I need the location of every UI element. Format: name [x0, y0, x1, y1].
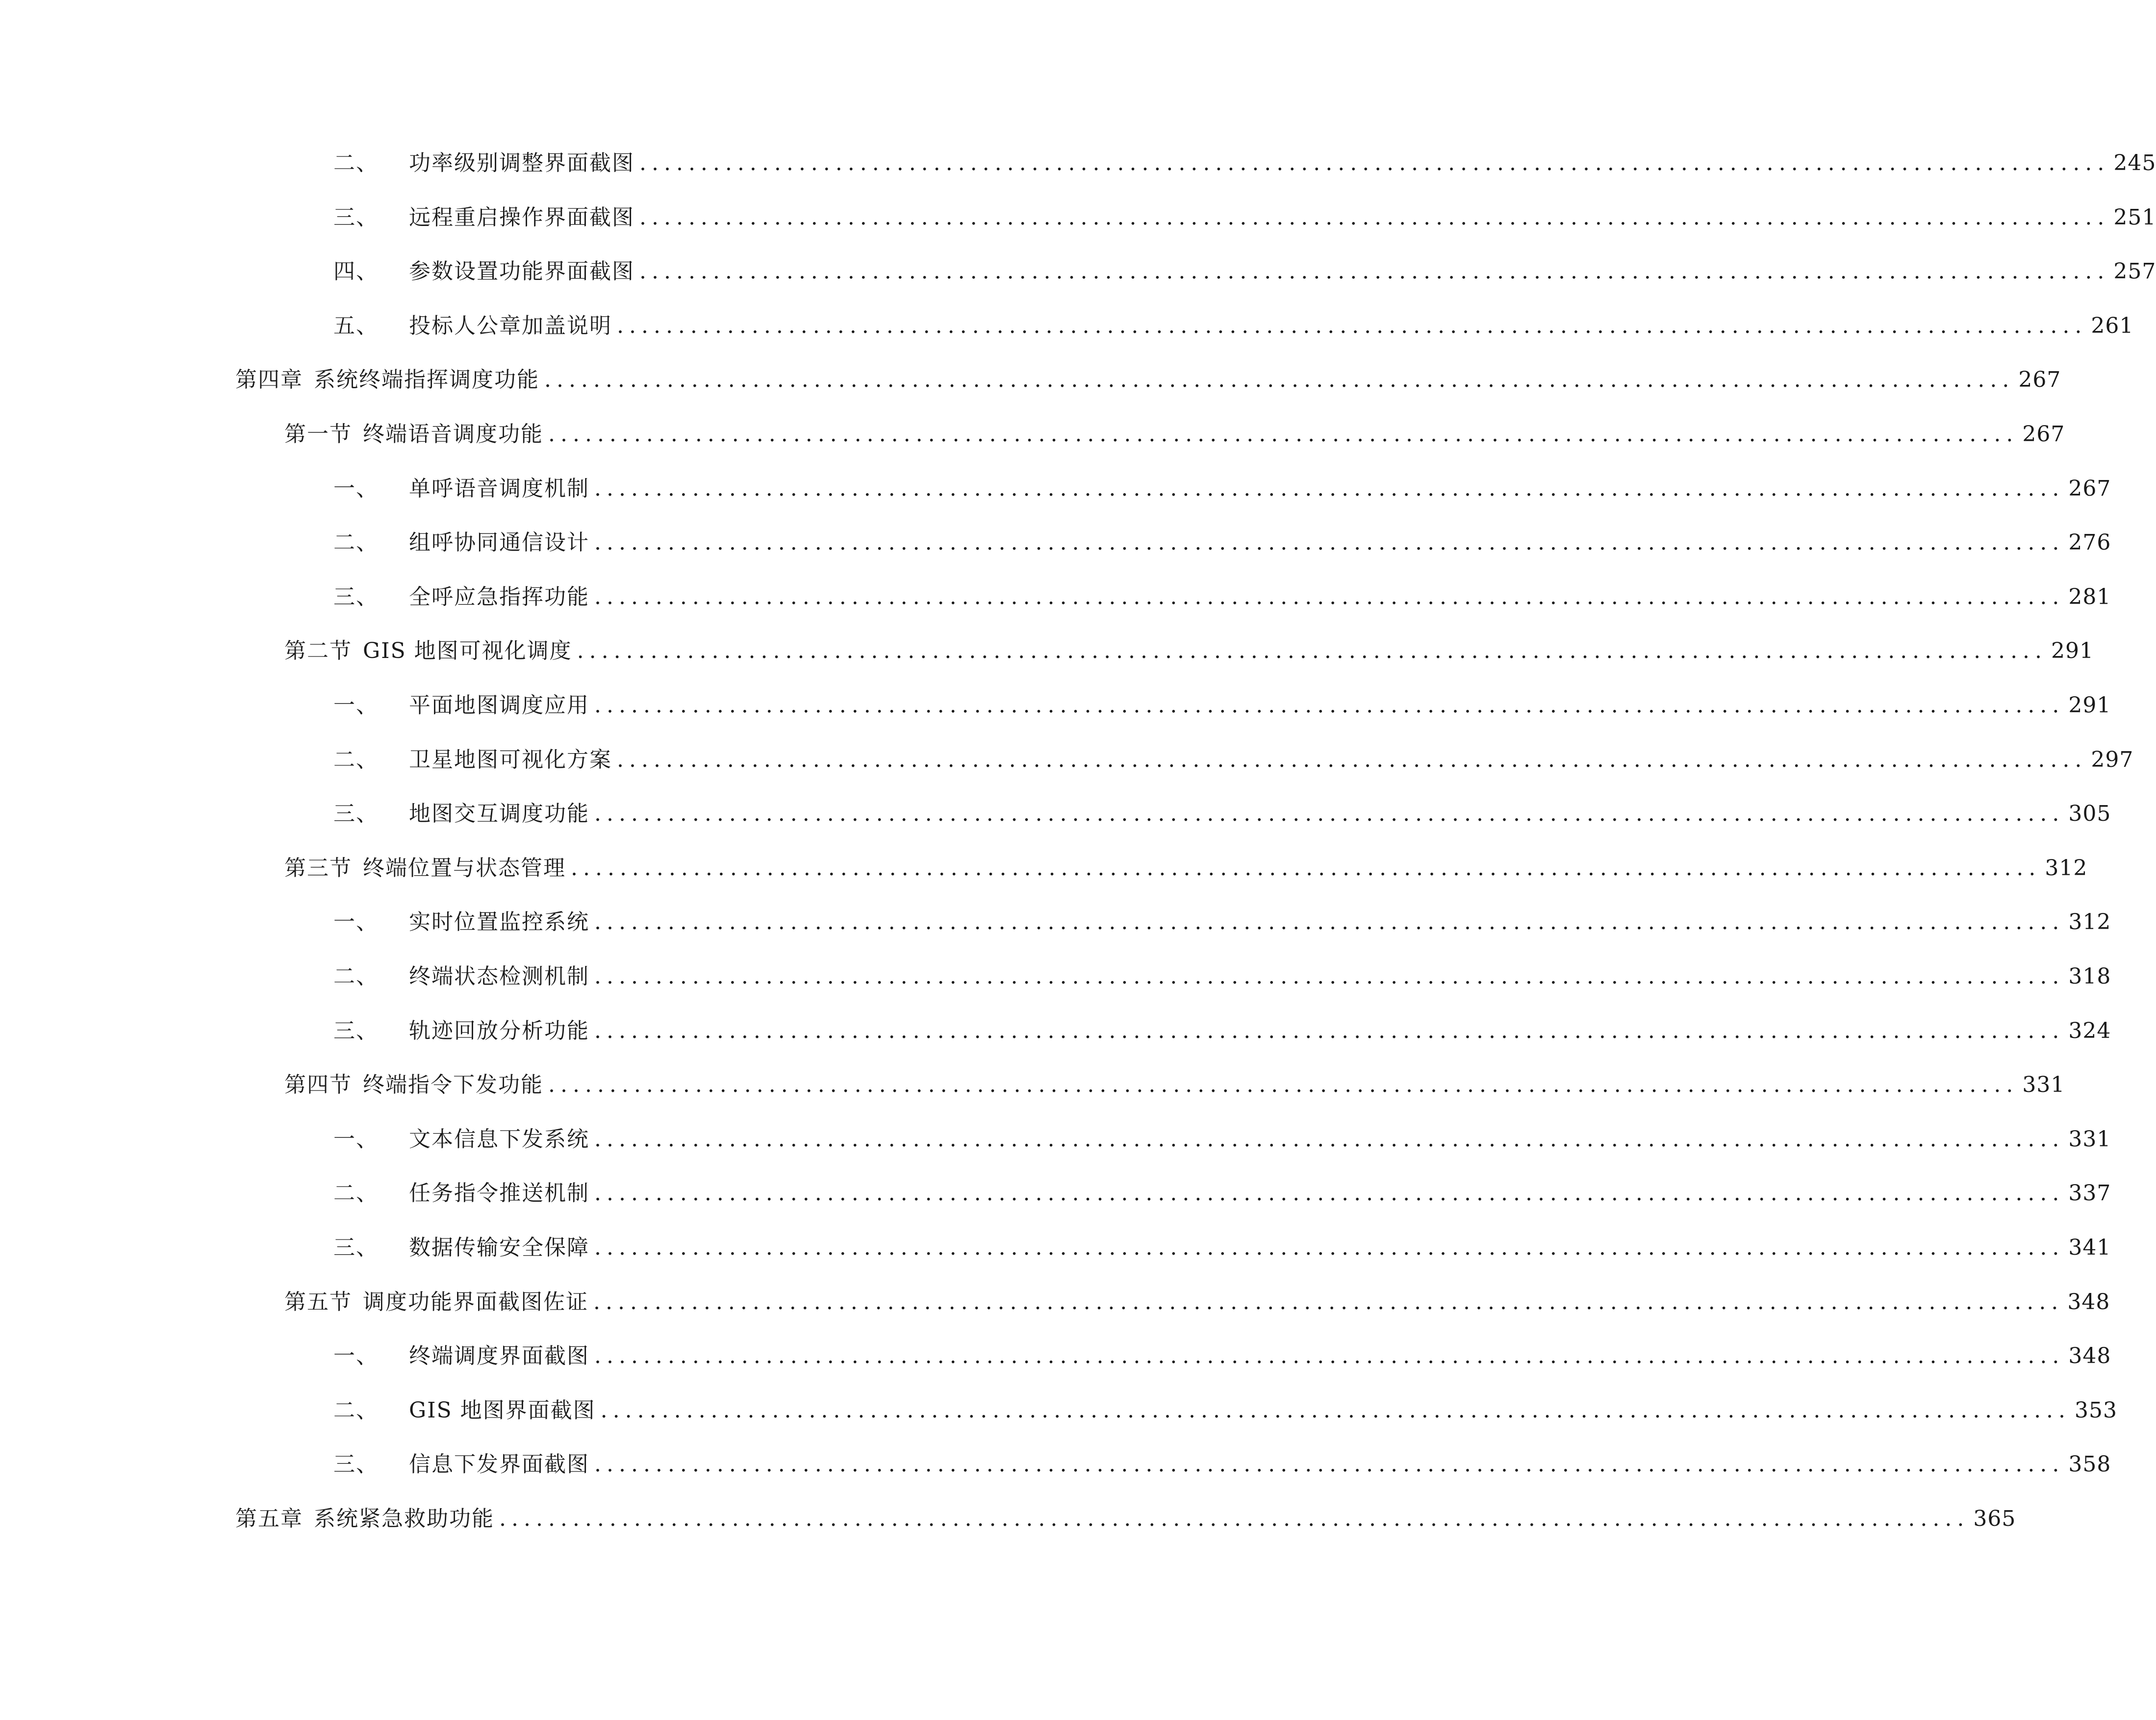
- toc-page-number: 365: [1973, 1506, 2016, 1531]
- toc-entry-title: [333, 309, 612, 343]
- toc-entry[interactable]: [333, 472, 2111, 506]
- toc-dot-leader: ........................................................................................................................: [544, 367, 2015, 392]
- toc-entry[interactable]: [333, 526, 2111, 560]
- toc-dot-leader: ........................................................................................................................: [577, 638, 2048, 663]
- toc-dot-leader: ........................................................................................................................: [639, 151, 2110, 176]
- toc-entry-title: [284, 1285, 588, 1319]
- toc-entry-title: [284, 417, 543, 452]
- toc-entry-label: 三、: [333, 1452, 379, 1477]
- toc-entry-text: 系统终端指挥调度功能: [314, 367, 539, 392]
- toc-dot-leader: ........................................................................................................................: [594, 801, 2065, 826]
- toc-entry-text: 参数设置功能界面截图: [409, 259, 634, 284]
- toc-page-number: 297: [2091, 747, 2134, 772]
- toc-dot-leader: ........................................................................................................................: [548, 1072, 2019, 1097]
- toc-entry-label: 三、: [333, 1235, 379, 1260]
- toc-entry-title: [333, 1122, 589, 1157]
- toc-entry[interactable]: [333, 1231, 2111, 1265]
- toc-page-number: 245: [2113, 151, 2156, 176]
- toc-entry-label: 二、: [333, 1398, 379, 1423]
- toc-entry-label: 一、: [333, 1343, 379, 1368]
- toc-entry-text: 功率级别调整界面截图: [409, 151, 634, 176]
- toc-entry[interactable]: [333, 1447, 2111, 1482]
- toc-page-number: 348: [2068, 1343, 2111, 1368]
- toc-entry[interactable]: [333, 146, 2156, 180]
- toc-dot-leader: ........................................................................................................................: [639, 259, 2110, 284]
- toc-entry-title: [333, 1339, 589, 1373]
- toc-entry-title: [333, 201, 634, 235]
- toc-dot-leader: ........................................................................................................................: [594, 530, 2065, 555]
- toc-page-number: 267: [2018, 367, 2061, 392]
- toc-entry-title: [333, 905, 589, 939]
- toc-page-number: 324: [2068, 1018, 2111, 1043]
- toc-dot-leader: ........................................................................................................................: [617, 313, 2087, 338]
- toc-entry-title: [333, 960, 589, 994]
- toc-page-number: 318: [2068, 964, 2111, 989]
- toc-entry-title: [333, 688, 589, 723]
- toc-entry-text: 信息下发界面截图: [409, 1452, 589, 1477]
- toc-entry[interactable]: [235, 1502, 2016, 1536]
- toc-entry-label: 第五章: [235, 1506, 303, 1531]
- toc-entry-title: [284, 634, 572, 668]
- toc-entry-label: 三、: [333, 1018, 379, 1043]
- toc-entry[interactable]: [333, 743, 2134, 777]
- toc-entry-text: 文本信息下发系统: [409, 1127, 589, 1152]
- toc-dot-leader: ........................................................................................................................: [617, 747, 2087, 772]
- toc-entry-title: [333, 1231, 589, 1265]
- toc-entry-title: [333, 526, 589, 560]
- toc-entry[interactable]: [333, 1176, 2111, 1211]
- toc-entry-label: 三、: [333, 801, 379, 826]
- toc-entry-label: 一、: [333, 910, 379, 935]
- toc-entry-title: [333, 1393, 596, 1428]
- toc-dot-leader: ........................................................................................................................: [594, 1343, 2065, 1368]
- toc-entry-text: GIS 地图可视化调度: [363, 638, 572, 663]
- toc-entry-title: [333, 146, 634, 180]
- toc-page-number: 281: [2068, 584, 2111, 609]
- toc-dot-leader: ........................................................................................................................: [594, 1235, 2065, 1260]
- toc-entry[interactable]: [284, 851, 2088, 885]
- toc-entry-label: 三、: [333, 205, 379, 230]
- toc-entry-text: 全呼应急指挥功能: [409, 584, 589, 609]
- toc-entry-text: 任务指令推送机制: [409, 1181, 589, 1206]
- toc-entry-label: 三、: [333, 584, 379, 609]
- toc-entry-title: [333, 743, 612, 777]
- toc-entry-label: 二、: [333, 964, 379, 989]
- toc-dot-leader: ........................................................................................................................: [593, 1290, 2064, 1315]
- toc-entry-title: [333, 580, 589, 614]
- toc-entry[interactable]: [333, 254, 2156, 289]
- toc-entry-label: 四、: [333, 259, 379, 284]
- toc-page-number: 291: [2051, 638, 2094, 663]
- toc-entry[interactable]: [284, 1068, 2065, 1102]
- toc-dot-leader: ........................................................................................................................: [594, 584, 2065, 609]
- toc-entry-text: 终端指令下发功能: [363, 1072, 543, 1097]
- toc-entry-text: 系统紧急救助功能: [314, 1506, 494, 1531]
- toc-entry-label: 五、: [333, 313, 379, 338]
- toc-entry-label: 二、: [333, 747, 379, 772]
- toc-entry-title: [284, 851, 566, 885]
- toc-entry-label: 第三节: [284, 856, 352, 881]
- toc-entry-text: 终端调度界面截图: [409, 1343, 589, 1368]
- toc-page-number: 358: [2068, 1452, 2111, 1477]
- toc-entry-title: [235, 1502, 494, 1536]
- toc-dot-leader: ........................................................................................................................: [594, 693, 2065, 718]
- toc-dot-leader: ........................................................................................................................: [548, 422, 2019, 447]
- toc-dot-leader: ........................................................................................................................: [594, 964, 2065, 989]
- toc-entry-text: 投标人公章加盖说明: [409, 313, 612, 338]
- toc-page-number: 331: [2068, 1127, 2111, 1152]
- toc-dot-leader: ........................................................................................................................: [594, 1127, 2065, 1152]
- toc-entry-label: 二、: [333, 151, 379, 176]
- toc-entry-title: [333, 254, 634, 289]
- toc-page-number: 251: [2113, 205, 2156, 230]
- toc-page-number: 337: [2068, 1181, 2111, 1206]
- toc-dot-leader: ........................................................................................................................: [594, 1181, 2065, 1206]
- toc-page-number: 305: [2068, 801, 2111, 826]
- toc-entry[interactable]: [333, 1122, 2111, 1157]
- toc-entry-title: [333, 1447, 589, 1482]
- toc-dot-leader: ........................................................................................................................: [594, 1452, 2065, 1477]
- toc-entry[interactable]: [333, 1393, 2118, 1428]
- toc-entry[interactable]: [333, 580, 2111, 614]
- toc-entry-text: 远程重启操作界面截图: [409, 205, 634, 230]
- toc-page-number: 291: [2068, 693, 2111, 718]
- toc-page-number: 312: [2045, 856, 2088, 881]
- toc-dot-leader: ........................................................................................................................: [639, 205, 2110, 230]
- toc-entry[interactable]: [235, 363, 2061, 397]
- toc-dot-leader: ........................................................................................................................: [499, 1506, 1970, 1531]
- toc-entry-label: 二、: [333, 1181, 379, 1206]
- toc-entry[interactable]: [333, 688, 2111, 723]
- toc-entry-title: [333, 1176, 589, 1211]
- toc-entry[interactable]: [333, 905, 2111, 939]
- toc-page-number: 331: [2022, 1072, 2065, 1097]
- toc-entry-label: 第四章: [235, 367, 303, 392]
- toc-entry-label: 一、: [333, 476, 379, 501]
- toc-entry-text: GIS 地图界面截图: [409, 1398, 596, 1423]
- toc-entry-label: 一、: [333, 1127, 379, 1152]
- toc-entry-label: 第四节: [284, 1072, 352, 1097]
- toc-entry[interactable]: [333, 309, 2134, 343]
- toc-page-number: 312: [2068, 910, 2111, 935]
- toc-entry[interactable]: [333, 1339, 2111, 1373]
- toc-page-number: 353: [2075, 1398, 2118, 1423]
- toc-entry-text: 平面地图调度应用: [409, 693, 589, 718]
- toc-entry-label: 第二节: [284, 638, 352, 663]
- toc-entry-text: 终端语音调度功能: [363, 422, 543, 447]
- toc-page-number: 267: [2068, 476, 2111, 501]
- toc-entry[interactable]: [333, 1014, 2111, 1048]
- toc-entry-text: 单呼语音调度机制: [409, 476, 589, 501]
- toc-entry-text: 实时位置监控系统: [409, 910, 589, 935]
- toc-page-number: 341: [2068, 1235, 2111, 1260]
- toc-entry-title: [284, 1068, 543, 1102]
- toc-entry[interactable]: [284, 417, 2065, 452]
- toc-entry[interactable]: [333, 201, 2156, 235]
- toc-entry-title: [333, 1014, 589, 1048]
- toc-dot-leader: ........................................................................................................................: [594, 1018, 2065, 1043]
- toc-page-number: 276: [2068, 530, 2111, 555]
- toc-entry-label: 一、: [333, 693, 379, 718]
- toc-dot-leader: ........................................................................................................................: [594, 476, 2065, 501]
- toc-entry-text: 地图交互调度功能: [409, 801, 589, 826]
- toc-page-number: 348: [2067, 1290, 2110, 1315]
- toc-entry-text: 调度功能界面截图佐证: [363, 1290, 588, 1315]
- toc-entry-title: [235, 363, 539, 397]
- toc-dot-leader: ........................................................................................................................: [571, 856, 2041, 881]
- toc-dot-leader: ........................................................................................................................: [600, 1398, 2071, 1423]
- toc-entry-label: 第一节: [284, 422, 352, 447]
- toc-page-number: 257: [2113, 259, 2156, 284]
- toc-entry-text: 卫星地图可视化方案: [409, 747, 612, 772]
- toc-entry-text: 终端状态检测机制: [409, 964, 589, 989]
- toc-entry-text: 数据传输安全保障: [409, 1235, 589, 1260]
- toc-page-number: 267: [2022, 422, 2065, 447]
- toc-entry-label: 二、: [333, 530, 379, 555]
- toc-dot-leader: ........................................................................................................................: [594, 910, 2065, 935]
- toc-entry[interactable]: [333, 960, 2111, 994]
- toc-entry[interactable]: [284, 634, 2094, 668]
- toc-entry[interactable]: [284, 1285, 2110, 1319]
- toc-entry-label: 第五节: [284, 1290, 352, 1315]
- toc-entry-title: [333, 472, 589, 506]
- toc-entry-text: 组呼协同通信设计: [409, 530, 589, 555]
- toc-entry-text: 终端位置与状态管理: [363, 856, 566, 881]
- toc-entry[interactable]: [333, 797, 2111, 831]
- toc-entry-title: [333, 797, 589, 831]
- toc-entry-text: 轨迹回放分析功能: [409, 1018, 589, 1043]
- toc-page-number: 261: [2091, 313, 2134, 338]
